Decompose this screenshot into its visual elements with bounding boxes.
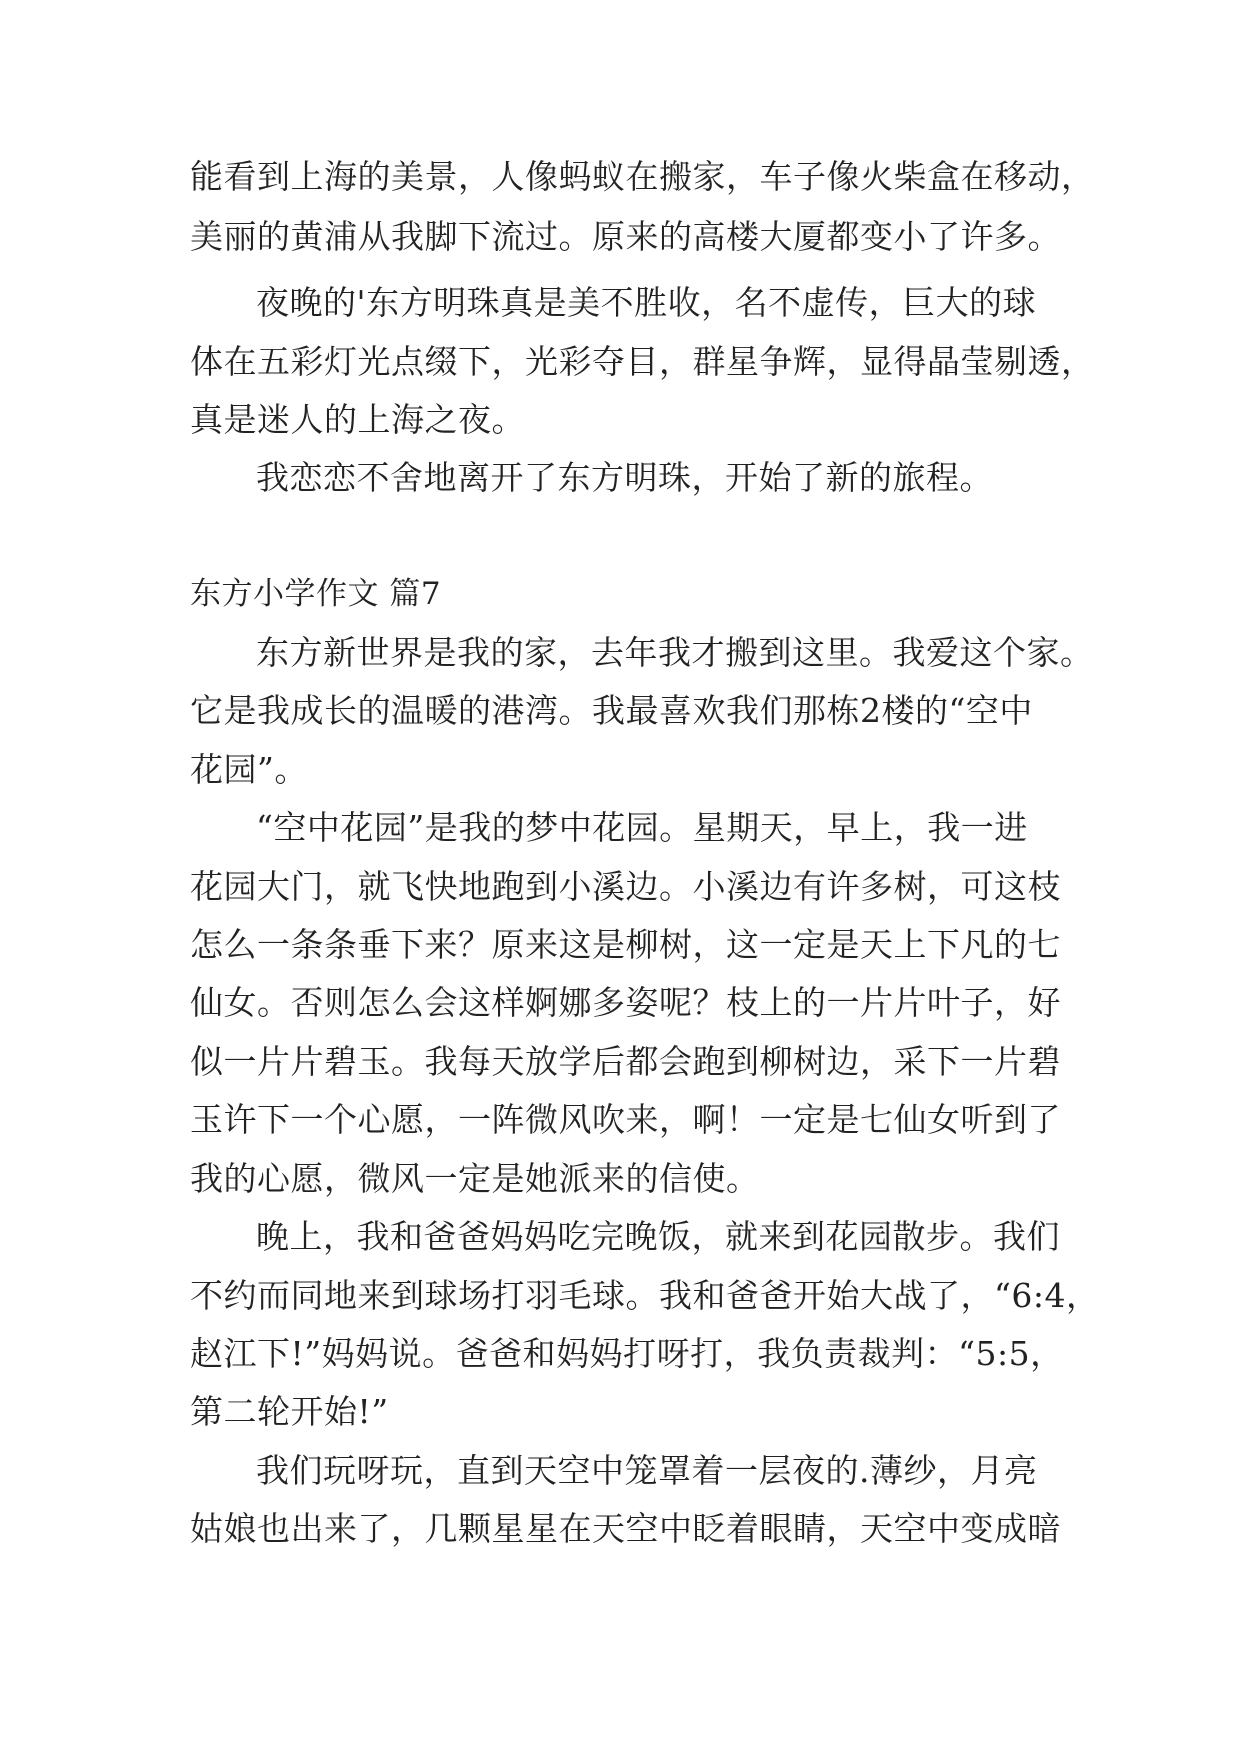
text-line: 赵江下!”妈妈说。爸爸和妈妈打呀打，我负责裁判：“5:5， — [190, 1334, 1064, 1373]
paragraph-start: 晚上，我和爸爸妈妈吃完晚饭，就来到花园散步。我们 — [256, 1217, 1060, 1256]
text-line: 我的心愿，微风一定是她派来的信使。 — [190, 1159, 760, 1198]
paragraph-start: 我们玩呀玩，直到天空中笼罩着一层夜的.薄纱，月亮 — [256, 1451, 1038, 1490]
paragraph-start: 东方新世界是我的家，去年我才搬到这里。我爱这个家。 — [256, 633, 1094, 672]
paragraph-start: “空中花园”是我的梦中花园。星期天，早上，我一进 — [256, 808, 1028, 847]
text-line: 姑娘也出来了，几颗星星在天空中眨着眼睛，天空中变成暗 — [190, 1509, 1061, 1548]
text-line: 能看到上海的美景，人像蚂蚁在搬家，车子像火柴盒在移动， — [190, 157, 1095, 196]
text-line: 仙女。否则怎么会这样婀娜多姿呢？枝上的一片片叶子，好 — [190, 983, 1061, 1022]
text-line: 第二轮开始!” — [190, 1392, 389, 1431]
text-line: 美丽的黄浦从我脚下流过。原来的高楼大厦都变小了许多。 — [190, 217, 1061, 256]
text-line: 似一片片碧玉。我每天放学后都会跑到柳树边，采下一片碧 — [190, 1042, 1061, 1081]
text-line: 体在五彩灯光点缀下，光彩夺目，群星争辉，显得晶莹剔透， — [190, 342, 1095, 381]
text-line: 花园大门，就飞快地跑到小溪边。小溪边有许多树，可这枝 — [190, 867, 1061, 906]
text-line: 玉许下一个心愿，一阵微风吹来，啊！一定是七仙女听到了 — [190, 1100, 1061, 1139]
text-line: 它是我成长的温暖的港湾。我最喜欢我们那栋2楼的“空中 — [190, 691, 1033, 730]
section-heading: 东方小学作文 篇7 — [190, 576, 442, 612]
text-line: 花园”。 — [190, 750, 308, 789]
paragraph-start: 夜晚的'东方明珠真是美不胜收，名不虚传，巨大的球 — [256, 283, 1037, 322]
text-line: 怎么一条条垂下来？原来这是柳树，这一定是天上下凡的七 — [190, 925, 1061, 964]
paragraph-start: 我恋恋不舍地离开了东方明珠，开始了新的旅程。 — [256, 458, 993, 497]
text-line: 真是迷人的上海之夜。 — [190, 400, 525, 439]
text-line: 不约而同地来到球场打羽毛球。我和爸爸开始大战了，“6:4， — [190, 1276, 1100, 1315]
